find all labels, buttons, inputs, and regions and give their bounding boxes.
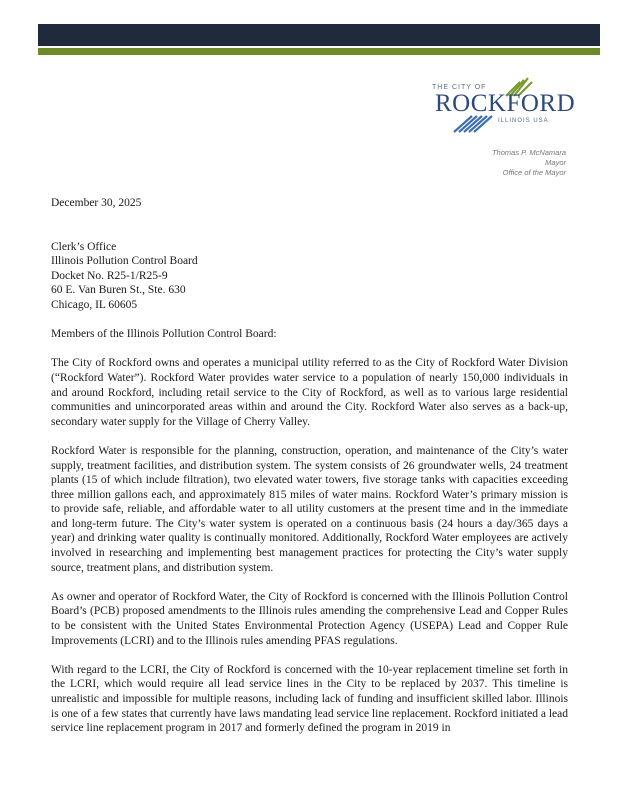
header-green-band [38,48,600,55]
logo-state-label: ILLINOIS USA [498,118,549,124]
address-line: Docket No. R25-1/R25-9 [51,269,168,282]
address-line: Illinois Pollution Control Board [51,255,198,268]
paragraph: As owner and operator of Rockford Water, the City of Rockford is concerned with the Illinois Pollution Control Board’s (PCB) proposed amendments to the Illinois rules amending the comprehensive Lead and Copper Rules to be consistent with the United States Environmental Protection Agency (USEPA) Lead and Copper Rule Improvements (LCRI) and to the Illinois rules amending PFAS regulations. [51,590,568,647]
signature-block [492,148,566,178]
header-navy-band [38,24,600,46]
logo-city-name: ROCKFORD [435,90,576,117]
city-logo [420,74,580,136]
address-line: 60 E. Van Buren St., Ste. 630 [51,284,186,297]
letter-body [51,196,568,736]
address-line: Clerk’s Office [51,240,117,253]
salutation: Members of the Illinois Pollution Control Board: [51,328,277,341]
address-line: Chicago, IL 60605 [51,298,138,311]
paragraph: Rockford Water is responsible for the planning, construction, operation, and maintenance of the City’s water supply, treatment facilities, and distribution system. The system consists of 26 groundwater wells, 24 treatment plants (15 of which include filtration), two elevated water towers, five storage tanks with capacities exceeding three million gallons each, and approximately 815 miles of water mains. Rockford Water’s primary mission is to provide safe, reliable, and affordable water to all utility customers at the present time and in the immediate and long-term future. The City’s water system is operated on a continuous basis (24 hours a day/365 days a year) and drinking water quality is continually monitored. Additionally, Rockford Water employees are actively involved in researching and implementing best management practices for protecting the City’s water supply source, treatment plans, and distribution system. [51,444,568,574]
paragraph: With regard to the LCRI, the City of Rockford is concerned with the 10-year replacement timeline set forth in the LCRI, which would require all lead service lines in the City to be replaced by 2037. This timeline is unrealistic and impossible for multiple reasons, including lack of funding and insufficient skilled labor. Illinois is one of a few states that currently have laws mandating lead service line replacement. Rockford initiated a lead service line replacement program in 2017 and formerly defined the program in 2019 in [51,663,568,735]
official-name: Thomas P. McNamara [491,148,566,157]
paragraph: The City of Rockford owns and operates a municipal utility referred to as the City of Rockford Water Division (“Rockford Water”). Rockford Water provides water service to a population of nearly 150,000 individuals in and around Rockford, including retail service to the City of Rockford, as well as to various large residential communities and unincorporated areas within and around the City. Rockford Water also serves as a back-up, secondary water supply for the Village of Cherry Valley. [51,357,568,428]
letter-date: December 30, 2025 [51,197,142,209]
office-name: Office of the Mayor [502,168,566,177]
recipient-address [51,240,568,313]
official-title: Mayor [545,158,566,167]
logo-city-label: THE CITY OF [432,84,487,91]
